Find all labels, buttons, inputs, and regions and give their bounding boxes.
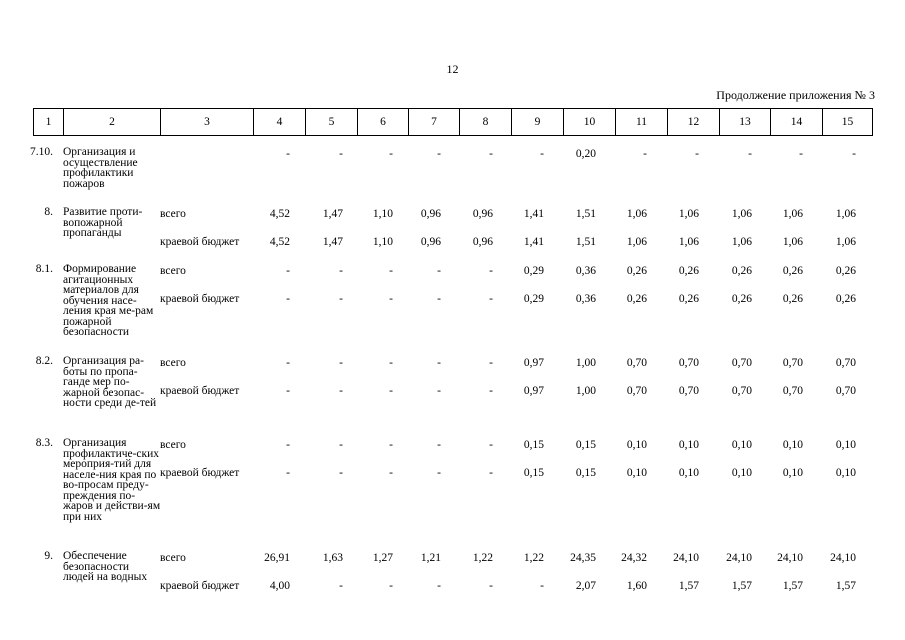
row-funding-line: [0, 579, 905, 593]
value-cell: 0,10: [835, 439, 856, 451]
value-cell: 0,10: [731, 467, 752, 479]
value-cell: 0,70: [835, 357, 856, 369]
value-cell: -: [437, 265, 441, 277]
row-name: Организация и осуществление профилактики пожаров: [63, 146, 138, 190]
value-cell: 0,10: [782, 467, 803, 479]
value-cell: 1,41: [523, 208, 544, 220]
value-cell: -: [540, 148, 544, 160]
value-cell: -: [437, 357, 441, 369]
value-cell: 1,06: [678, 236, 699, 248]
header-col-7: 7: [408, 109, 459, 135]
value-cell: 0,10: [835, 467, 856, 479]
value-cell: 24,10: [830, 552, 856, 564]
value-cell: 0,70: [782, 385, 803, 397]
value-cell: 24,32: [621, 552, 647, 564]
value-cell: -: [389, 439, 393, 451]
value-cell: 1,00: [575, 385, 596, 397]
value-cell: 24,10: [726, 552, 752, 564]
value-cell: -: [389, 580, 393, 592]
funding-source: всего: [160, 208, 186, 220]
value-cell: 1,21: [420, 552, 441, 564]
header-col-2: 2: [63, 109, 160, 135]
value-cell: -: [286, 439, 290, 451]
value-cell: -: [389, 467, 393, 479]
header-col-4: 4: [253, 109, 305, 135]
value-cell: 1,57: [835, 580, 856, 592]
value-cell: 0,97: [523, 357, 544, 369]
value-cell: 0,36: [575, 293, 596, 305]
value-cell: 1,47: [322, 208, 343, 220]
value-cell: 0,15: [575, 467, 596, 479]
value-cell: 1,27: [372, 552, 393, 564]
header-col-14: 14: [770, 109, 822, 135]
value-cell: -: [437, 467, 441, 479]
value-cell: -: [437, 439, 441, 451]
value-cell: 0,26: [835, 293, 856, 305]
value-cell: 2,07: [575, 580, 596, 592]
row-number: 8.2.: [35, 355, 53, 367]
value-cell: 4,52: [269, 208, 290, 220]
value-cell: 0,70: [835, 385, 856, 397]
value-cell: -: [437, 293, 441, 305]
header-col-10: 10: [563, 109, 615, 135]
value-cell: 0,26: [678, 265, 699, 277]
value-cell: -: [489, 385, 493, 397]
value-cell: 1,06: [731, 236, 752, 248]
value-cell: -: [339, 580, 343, 592]
value-cell: 4,52: [269, 236, 290, 248]
value-cell: -: [489, 580, 493, 592]
row-number: 8.: [44, 206, 53, 218]
value-cell: 0,26: [782, 293, 803, 305]
value-cell: 0,96: [472, 236, 493, 248]
value-cell: 0,70: [678, 385, 699, 397]
row-funding-line: [0, 551, 905, 565]
value-cell: 1,10: [372, 208, 393, 220]
value-cell: -: [286, 265, 290, 277]
value-cell: 0,70: [678, 357, 699, 369]
value-cell: 0,96: [472, 208, 493, 220]
value-cell: 24,10: [673, 552, 699, 564]
value-cell: 1,51: [575, 208, 596, 220]
value-cell: 1,57: [678, 580, 699, 592]
value-cell: 0,10: [626, 467, 647, 479]
value-cell: -: [339, 293, 343, 305]
value-cell: 0,10: [678, 439, 699, 451]
value-cell: 1,63: [322, 552, 343, 564]
funding-source: всего: [160, 265, 186, 277]
row-number: 7.10.: [30, 146, 53, 158]
value-cell: -: [389, 293, 393, 305]
funding-source: краевой бюджет: [160, 580, 240, 592]
value-cell: -: [286, 385, 290, 397]
value-cell: 0,15: [523, 439, 544, 451]
value-cell: 0,70: [626, 385, 647, 397]
row-funding-line: [0, 147, 905, 161]
value-cell: 1,06: [782, 236, 803, 248]
row-name: Обеспечение безопасности людей на водных: [63, 550, 148, 583]
header-col-8: 8: [459, 109, 511, 135]
value-cell: -: [852, 148, 856, 160]
value-cell: 0,26: [626, 265, 647, 277]
row-funding-line: [0, 438, 905, 452]
header-col-11: 11: [615, 109, 667, 135]
value-cell: -: [389, 148, 393, 160]
value-cell: 0,36: [575, 265, 596, 277]
value-cell: 1,41: [523, 236, 544, 248]
value-cell: -: [437, 385, 441, 397]
value-cell: 24,10: [777, 552, 803, 564]
value-cell: -: [389, 357, 393, 369]
value-cell: 24,35: [570, 552, 596, 564]
value-cell: 1,00: [575, 357, 596, 369]
value-cell: 0,70: [782, 357, 803, 369]
value-cell: 0,26: [731, 293, 752, 305]
funding-source: всего: [160, 552, 186, 564]
value-cell: 1,06: [782, 208, 803, 220]
value-cell: -: [799, 148, 803, 160]
value-cell: 1,06: [626, 208, 647, 220]
value-cell: -: [489, 148, 493, 160]
value-cell: -: [437, 580, 441, 592]
header-col-15: 15: [822, 109, 872, 135]
value-cell: -: [339, 148, 343, 160]
header-col-12: 12: [667, 109, 719, 135]
row-funding-line: [0, 235, 905, 249]
row-funding-line: [0, 384, 905, 398]
value-cell: 4,00: [269, 580, 290, 592]
value-cell: 0,26: [782, 265, 803, 277]
row-funding-line: [0, 264, 905, 278]
value-cell: 0,70: [731, 385, 752, 397]
value-cell: 0,10: [678, 467, 699, 479]
value-cell: 1,06: [835, 208, 856, 220]
value-cell: 0,15: [523, 467, 544, 479]
row-number: 8.1.: [35, 263, 53, 275]
funding-source: всего: [160, 439, 186, 451]
value-cell: 0,26: [731, 265, 752, 277]
value-cell: 0,26: [678, 293, 699, 305]
row-funding-line: [0, 207, 905, 221]
row-number: 8.3.: [35, 437, 53, 449]
value-cell: -: [389, 265, 393, 277]
header-col-6: 6: [357, 109, 408, 135]
value-cell: 0,26: [835, 265, 856, 277]
row-funding-line: [0, 292, 905, 306]
value-cell: 0,26: [626, 293, 647, 305]
row-name: Развитие проти-вопожарной пропаганды: [63, 206, 143, 239]
value-cell: -: [437, 148, 441, 160]
row-name: Организация профилактиче-ских мероприя-тий для населе-ния края по во-просам преду-преждения по-жаров и действи-ям при них: [63, 437, 161, 523]
row-funding-line: [0, 466, 905, 480]
funding-source: краевой бюджет: [160, 467, 240, 479]
funding-source: краевой бюджет: [160, 236, 240, 248]
value-cell: 1,57: [782, 580, 803, 592]
value-cell: 0,70: [626, 357, 647, 369]
row-name: Организация ра-боты по пропа-ганде мер по-жарной безопас-ности среди де-тей: [63, 355, 157, 409]
funding-source: краевой бюджет: [160, 293, 240, 305]
value-cell: -: [339, 467, 343, 479]
value-cell: 0,96: [420, 208, 441, 220]
value-cell: -: [286, 357, 290, 369]
value-cell: -: [286, 467, 290, 479]
value-cell: 1,06: [731, 208, 752, 220]
value-cell: 1,22: [472, 552, 493, 564]
value-cell: 1,06: [626, 236, 647, 248]
header-col-1: 1: [45, 116, 52, 128]
value-cell: 0,29: [523, 265, 544, 277]
header-col-9: 9: [511, 109, 563, 135]
value-cell: -: [489, 265, 493, 277]
value-cell: 0,10: [626, 439, 647, 451]
row-name: Формирование агитационных материалов для обучения насе-ления края ме-рам пожарной безопасности: [63, 263, 154, 338]
value-cell: 0,70: [731, 357, 752, 369]
value-cell: 0,10: [782, 439, 803, 451]
value-cell: -: [748, 148, 752, 160]
funding-source: краевой бюджет: [160, 385, 240, 397]
header-col-5: 5: [305, 109, 357, 135]
value-cell: 0,29: [523, 293, 544, 305]
value-cell: 1,57: [731, 580, 752, 592]
value-cell: 1,22: [523, 552, 544, 564]
value-cell: -: [489, 357, 493, 369]
value-cell: 1,06: [835, 236, 856, 248]
value-cell: 0,15: [575, 439, 596, 451]
value-cell: 0,20: [575, 148, 596, 160]
value-cell: 0,10: [731, 439, 752, 451]
page-number: 12: [446, 62, 459, 76]
value-cell: 1,51: [575, 236, 596, 248]
value-cell: -: [286, 148, 290, 160]
value-cell: -: [339, 357, 343, 369]
value-cell: 0,97: [523, 385, 544, 397]
value-cell: 0,96: [420, 236, 441, 248]
value-cell: -: [339, 439, 343, 451]
value-cell: -: [286, 293, 290, 305]
value-cell: -: [339, 385, 343, 397]
value-cell: -: [389, 385, 393, 397]
row-number: 9.: [44, 550, 53, 562]
header-col-3: 3: [160, 109, 253, 135]
value-cell: -: [489, 293, 493, 305]
value-cell: -: [489, 467, 493, 479]
value-cell: 1,60: [626, 580, 647, 592]
value-cell: 26,91: [264, 552, 290, 564]
value-cell: 1,47: [322, 236, 343, 248]
value-cell: -: [695, 148, 699, 160]
value-cell: 1,06: [678, 208, 699, 220]
row-funding-line: [0, 356, 905, 370]
header-col-13: 13: [719, 109, 770, 135]
value-cell: -: [540, 580, 544, 592]
value-cell: 1,10: [372, 236, 393, 248]
continuation-label: Продолжение приложения № 3: [716, 88, 875, 102]
value-cell: -: [489, 439, 493, 451]
value-cell: -: [643, 148, 647, 160]
funding-source: всего: [160, 357, 186, 369]
value-cell: -: [339, 265, 343, 277]
